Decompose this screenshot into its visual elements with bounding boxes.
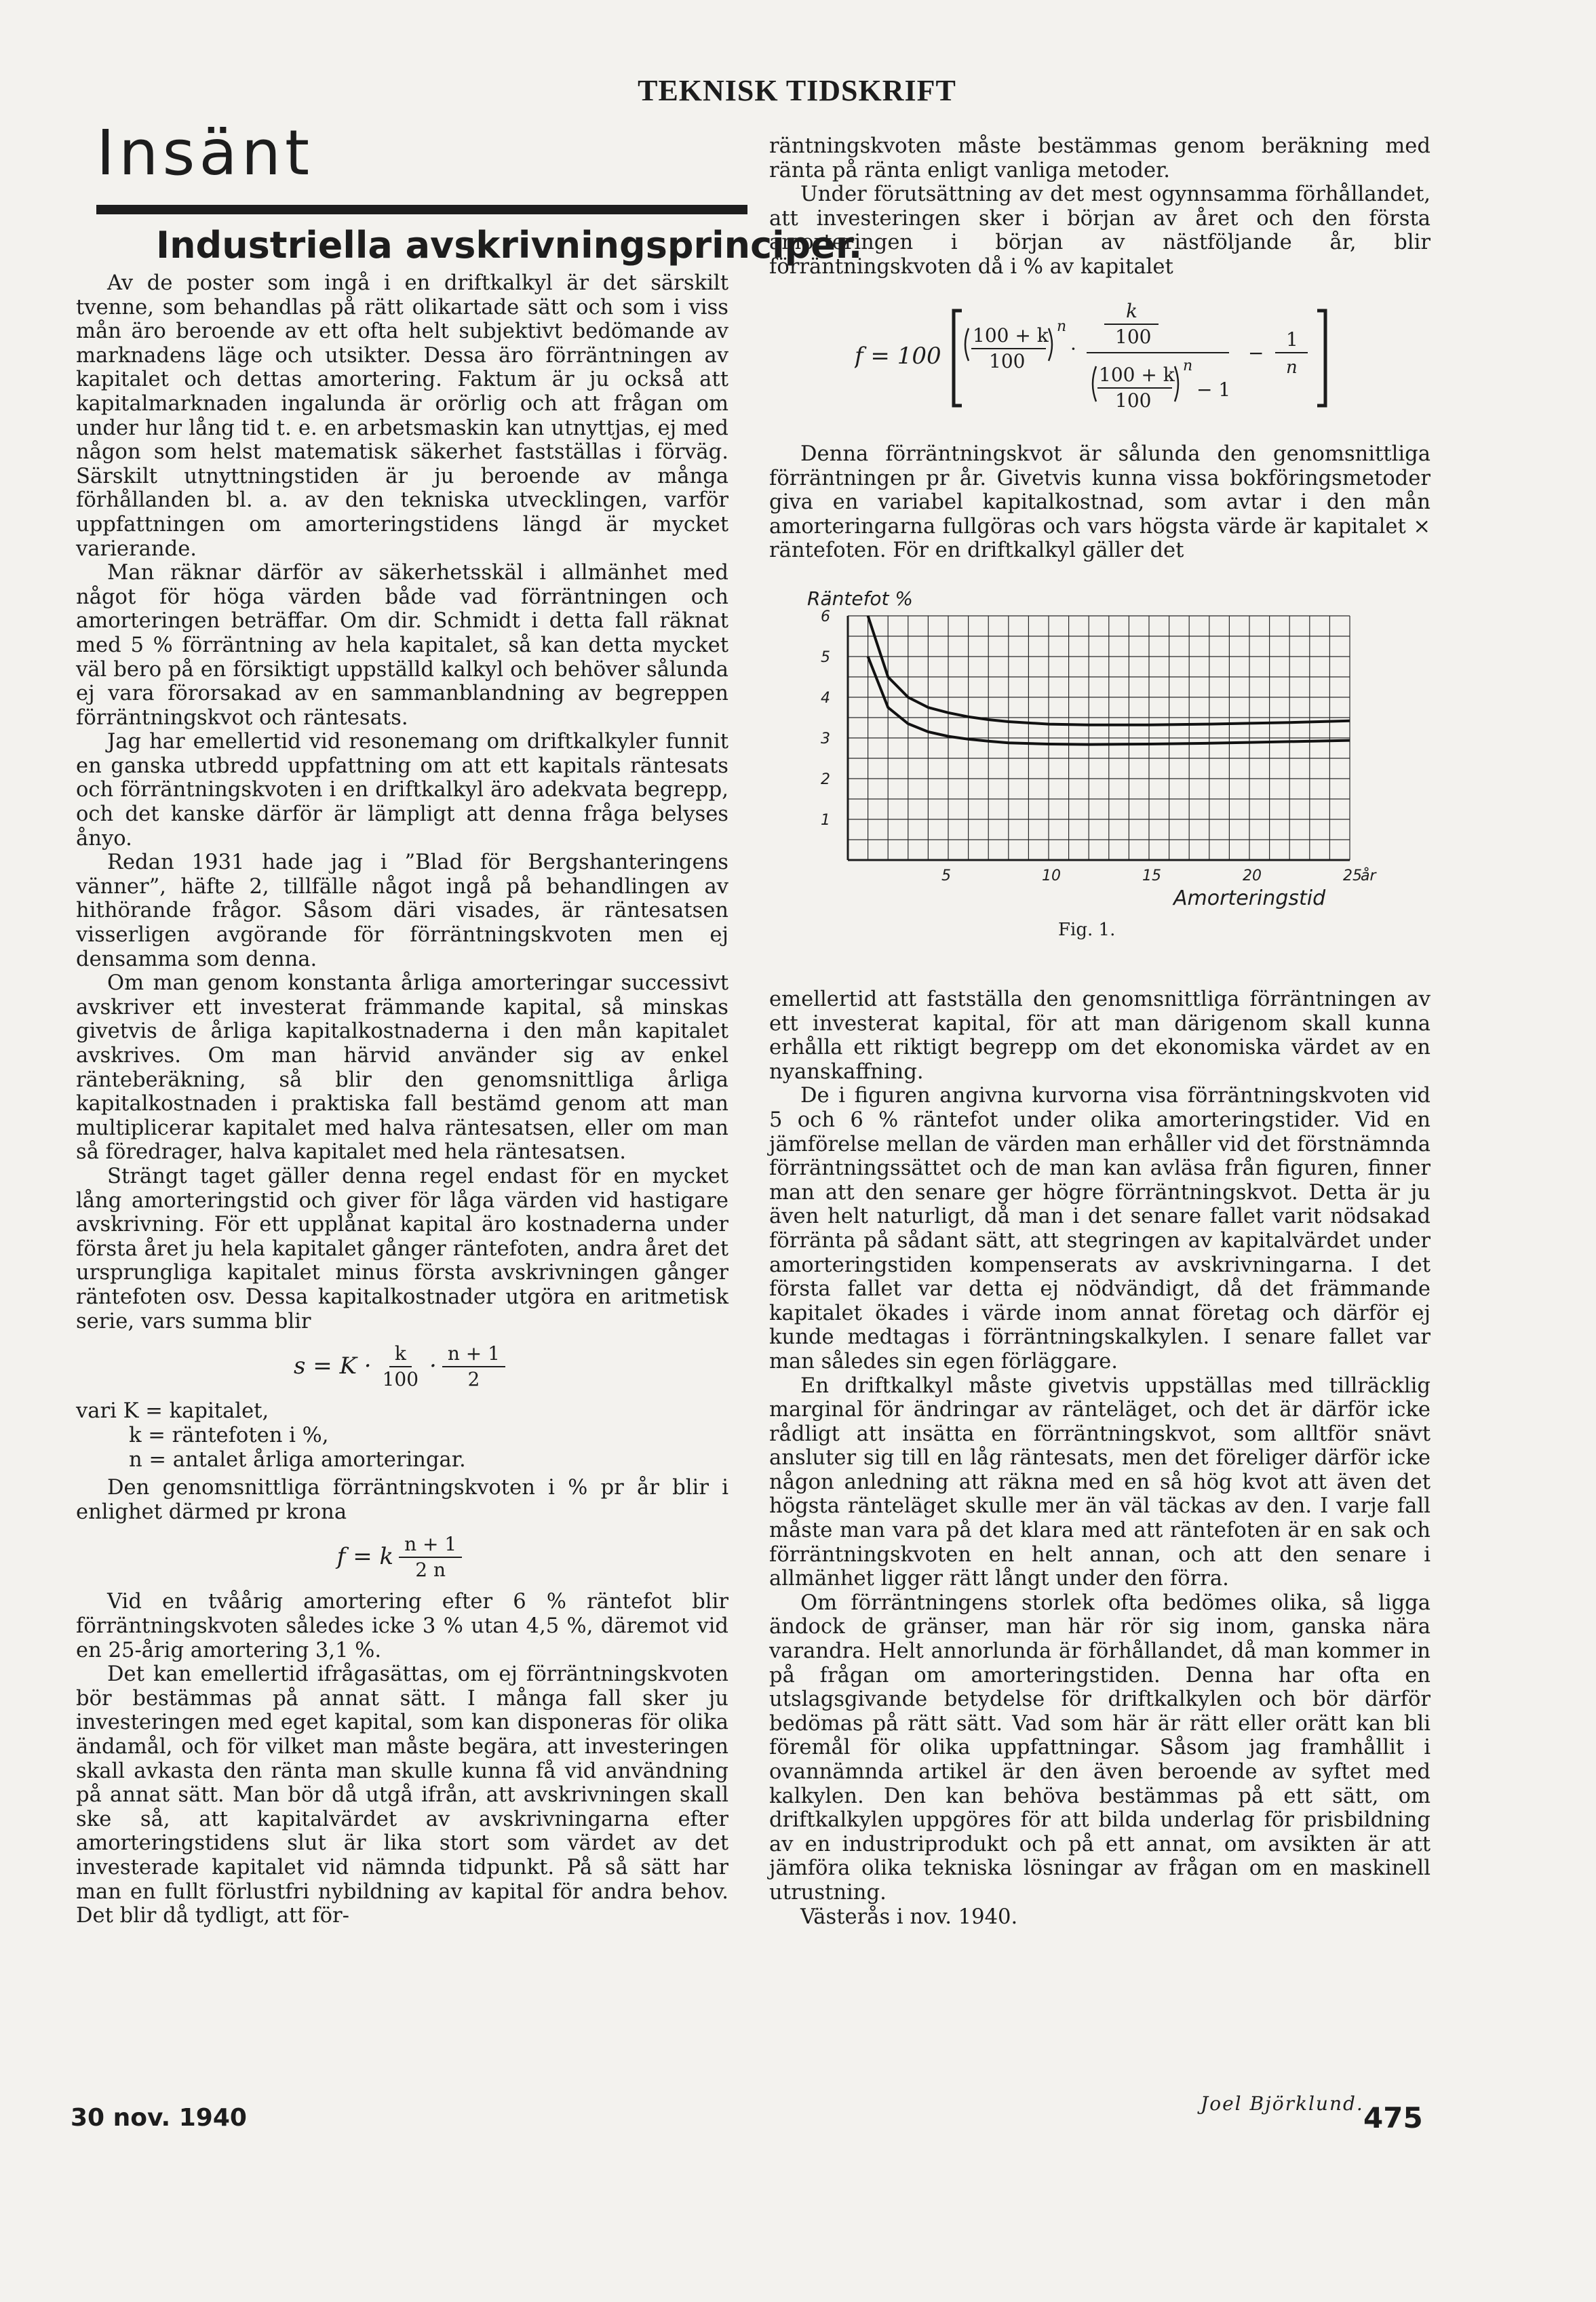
- definitions: [76, 1399, 728, 1472]
- last-numerator: 1: [1286, 328, 1298, 351]
- x-tick-label: 20: [1243, 867, 1262, 884]
- fraction: [442, 1342, 505, 1391]
- right-bracket: [1317, 311, 1325, 406]
- x-tick-label: 25: [1343, 867, 1362, 884]
- heading-rule: [96, 205, 747, 214]
- paragraph: Om förräntningens storlek ofta bedömes olika, så ligga ändock de gränser, man här rör sig inom, ganska nära varandra. Helt annorlunda är förhållandet, då man kommer in på frågan om amorteringstiden. Denna har ofta en utslagsgivande betydelse för driftkalkylen och bör därför bedömas på rätt sätt. Vad som här är rätt eller orätt kan bli föremål för olika uppfattningar. Såsom jag framhållit i ovannämnda artikel är den även beroende av syftet med kalkylen. Den kan behöva bestämmas på ett sätt, om driftkalkylen uppgöres för att bilda underlag för prisbildning av en industriprodukt och på ett annat, om avsikten är att jämföra olika tekniska lösningar av frågan om en maskinell utrustning.: [769, 1591, 1430, 1905]
- paragraph: Av de poster som ingå i en driftkalkyl är det särskilt tvenne, som behandlas på rätt olikartade sätt och som i viss mån äro beroende av ett ofta helt subjektivt bedömande av marknadens läge och utsikter. Dessa äro förräntningen av kapitalet och dettas amortering. Faktum är ju också att kapitalmarknaden ingalunda är orörlig och att frågan om under hur lång tid t. e. en arbetsmaskin kan utnyttjas, ej med någon som helst matematisk säkerhet fastställas i förväg. Särskilt utnyttningstiden är ju beroende av många förhållanden bl. a. av den tekniska utvecklingen, varför uppfattningen om amorteringstidens längd är mycket varierande.: [76, 271, 728, 561]
- journal-title: TEKNISK TIDSKRIFT: [638, 74, 956, 107]
- article-title: Industriella avskrivningsprinciper.: [156, 224, 863, 267]
- paragraph: Vid en tvåårig amortering efter 6 % räntefot blir förräntningskvoten således icke 3 % utan 4,5 %, däremot vid en 25-årig amortering 3,1 %.: [76, 1590, 728, 1662]
- last-denominator: n: [1286, 357, 1298, 378]
- y-tick-label: 3: [821, 730, 830, 747]
- base-numerator: 100 + k: [973, 324, 1049, 347]
- right-paren: [1049, 328, 1052, 361]
- formula-lhs: f = 100: [855, 343, 941, 370]
- dot: ·: [1070, 338, 1076, 360]
- numerator: k: [389, 1342, 412, 1367]
- paragraph: Den genomsnittliga förräntningskvoten i % pr år blir i enlighet därmed pr krona: [76, 1476, 728, 1524]
- left-paren: [1093, 366, 1096, 402]
- denominator: 2: [467, 1367, 480, 1390]
- base-denominator: 100: [1115, 389, 1152, 412]
- paragraph: Västerås i nov. 1940.: [800, 1905, 1018, 1929]
- base-numerator: 100 + k: [1099, 364, 1175, 386]
- paragraph: räntningskvoten måste bestämmas genom beräkning med ränta på ränta enligt vanliga metoder.: [769, 134, 1430, 182]
- right-column-bottom: [769, 988, 1430, 1929]
- minus-sign: −: [1248, 342, 1264, 364]
- right-column-mid: [769, 442, 1430, 563]
- paragraph: Denna förräntningskvot är sålunda den genomsnittliga förräntningen pr år. Givetvis kunna vissa bokföringsmetoder giva en variabel kapitalkostnad, som avtar i den mån amorteringarna fullgöras och vars högsta värde är kapitalet × räntefoten. För en driftkalkyl gäller det: [769, 442, 1430, 563]
- paragraph: emellertid att fastställa den genomsnittliga förräntningen av ett investerat kapital, för att man därigenom skall kunna erhålla ett riktigt begrepp om det ekonomiska värdet av en nyanskaffning.: [769, 988, 1430, 1084]
- issue-date: 30 nov. 1940: [71, 2104, 247, 2132]
- formula-s-lhs: s = K ·: [294, 1352, 372, 1380]
- x-tick-label: 10: [1042, 867, 1061, 884]
- paragraph: En driftkalkyl måste givetvis uppställas med tillräcklig marginal för ändringar av ränteläget, och det är därför icke rådligt att insätta en förräntningskvot, som alltför snävt ansluter sig till en låg räntesats, men det föreliger därför icke någon anledning att räkna med en så hög kvot att även det högsta ränteläget skulle mer än väl täckas av den. I varje fall måste man vara på det klara med att räntefoten är en sak och förräntningskvoten en helt annan, och att den senare i allmänhet ligger rätt långt under den förra.: [769, 1373, 1430, 1591]
- paragraph: Det kan emellertid ifrågasättas, om ej förräntningskvoten bör bestämmas på annat sätt. I många fall sker ju investeringen med eget kapital, som kan disponeras för olika ändamål, och för vilket man måste begära, att investeringen skall avkasta den ränta man skulle kunna få vid användning på annat sätt. Man bör då utgå ifrån, att avskrivningen skall ske så, att kapitalvärdet av avskrivningarna efter amorteringstidens slut är lika stort som värdet av det investerade kapitalet vid nämnda tidpunkt. På så sätt har man en fullt förlustfri nybildning av kapital för andra behov. Det blir då tydligt, att för-: [76, 1662, 728, 1928]
- formula-compound: [855, 297, 1370, 416]
- definition-line: k = räntefoten i %,: [129, 1423, 329, 1447]
- y-tick-label: 2: [821, 771, 830, 788]
- x-unit-label: år: [1361, 867, 1376, 884]
- paragraph: Strängt taget gäller denna regel endast för en mycket lång amorteringstid och giver för låga värden vid hastigare avskrivning. För ett upplånat kapital äro kostnaderna under första året ju hela kapitalet gånger räntefoten, andra året det ursprungliga kapitalet minus första avskrivningen gånger räntefoten osv. Dessa kapitalkostnader utgöra en aritmetisk serie, vars summa blir: [76, 1164, 728, 1333]
- section-heading: Insänt: [96, 117, 314, 189]
- left-paren: [965, 328, 969, 361]
- numerator: n + 1: [399, 1532, 462, 1558]
- figure-chart: [787, 582, 1397, 914]
- definition-line: n = antalet årliga amorteringar.: [129, 1447, 466, 1472]
- formula-compound-svg: [855, 297, 1370, 416]
- left-bracket: [954, 311, 962, 406]
- numerator: n + 1: [442, 1342, 505, 1367]
- paragraph: Jag har emellertid vid resonemang om driftkalkyler funnit en ganska utbredd uppfattning om att ett kapitals räntesats och förräntningskvoten i en driftkalkyl äro adekvata begrepp, och det kanske därför är lämpligt att denna fråga belyses ånyo.: [76, 730, 728, 851]
- paragraph: De i figuren angivna kurvorna visa förräntningskvoten vid 5 och 6 % räntefot under olika amorteringstider. Vid en jämförelse mellan de värden man erhåller vid det förstnämnda förräntningssättet och de man kan avläsa från figuren, finner man att den senare ger högre förräntningskvot. Detta är ju även helt naturligt, då man i det senare fallet varit nödsakad förränta på sådant sätt, att stegringen av kapitalvärdet under amorteringstiden kompenserats av avskrivningarna. I det första fallet var detta ej nödvändigt, då det främmande kapitalet ökades i värde inom annat företag och därför ej kunde medtagas i förräntningskalkylen. I senare fallet var man således sin egen förläggare.: [769, 1084, 1430, 1373]
- y-tick-label: 4: [821, 690, 830, 707]
- denominator: 2 n: [415, 1558, 446, 1581]
- signature: Joel Björklund.: [1201, 2092, 1364, 2115]
- paragraph: Man räknar därför av säkerhetsskäl i allmänhet med något för höga värden både vad förräntningen och amorteringen beträffar. Om dir. Schmidt i detta fall räknat med 5 % förräntning av hela kapitalet, så kan detta mycket väl bero på en försiktigt uppställd kalkyl och behöver sålunda ej vara förorsakad av en sammanblandning av begreppen förräntningskvot och räntesats.: [76, 561, 728, 730]
- formula-f: [76, 1532, 728, 1582]
- right-column-top: [769, 134, 1430, 279]
- k-denominator: 100: [1115, 326, 1152, 348]
- y-tick-label: 1: [821, 812, 830, 829]
- y-tick-label: 5: [821, 649, 830, 666]
- paragraph: Om man genom konstanta årliga amorteringar successivt avskriver ett investerat främmande kapital, så minskas givetvis de årliga kapitalkostnaderna i den mån kapitalet avskrives. Om man härvid använder sig av enkel ränteberäkning, så blir den genomsnittliga årliga kapitalkostnaden i praktiska fall bestämd genom att man multiplicerar kapitalet med halva räntesatsen, eller om man så föredrager, halva kapitalet med hela räntesatsen.: [76, 971, 728, 1165]
- base-denominator: 100: [989, 350, 1026, 372]
- fraction: [399, 1532, 462, 1582]
- y-tick-label: 6: [821, 608, 830, 625]
- x-tick-label: 5: [941, 867, 951, 884]
- paragraph: Redan 1931 hade jag i ”Blad för Bergshanteringens vänner”, häfte 2, tillfälle något ingå på behandlingen av hithörande frågor. Såsom däri visades, är räntesatsen visserligen avgörande för förräntningskvoten men ej densamma som denna.: [76, 851, 728, 971]
- formula-f-lhs: f = k: [336, 1543, 394, 1571]
- chart-svg: [787, 582, 1397, 914]
- page-number: 475: [1363, 2101, 1423, 2134]
- definition-line: vari K = kapitalet,: [76, 1399, 269, 1424]
- exponent-n: n: [1057, 318, 1067, 335]
- right-paren: [1175, 366, 1178, 402]
- y-axis-label: Räntefot %: [807, 587, 914, 610]
- left-column: [76, 271, 728, 1928]
- x-axis-label: Amorteringstid: [1173, 886, 1326, 910]
- x-tick-label: 15: [1142, 867, 1161, 884]
- formula-dot: ·: [429, 1352, 437, 1380]
- fraction: [377, 1342, 424, 1391]
- formula-s: [76, 1342, 728, 1391]
- denominator: 100: [382, 1367, 419, 1390]
- figure-caption: Fig. 1.: [1058, 920, 1116, 940]
- k-numerator: k: [1126, 300, 1137, 322]
- exponent-n: n: [1183, 357, 1193, 374]
- minus-one: − 1: [1196, 378, 1231, 401]
- paragraph: Under förutsättning av det mest ogynnsamma förhållandet, att investeringen sker i början av året och den första amorteringen i början av nästföljande år, blir förräntningskvoten då i % av kapitalet: [769, 182, 1430, 279]
